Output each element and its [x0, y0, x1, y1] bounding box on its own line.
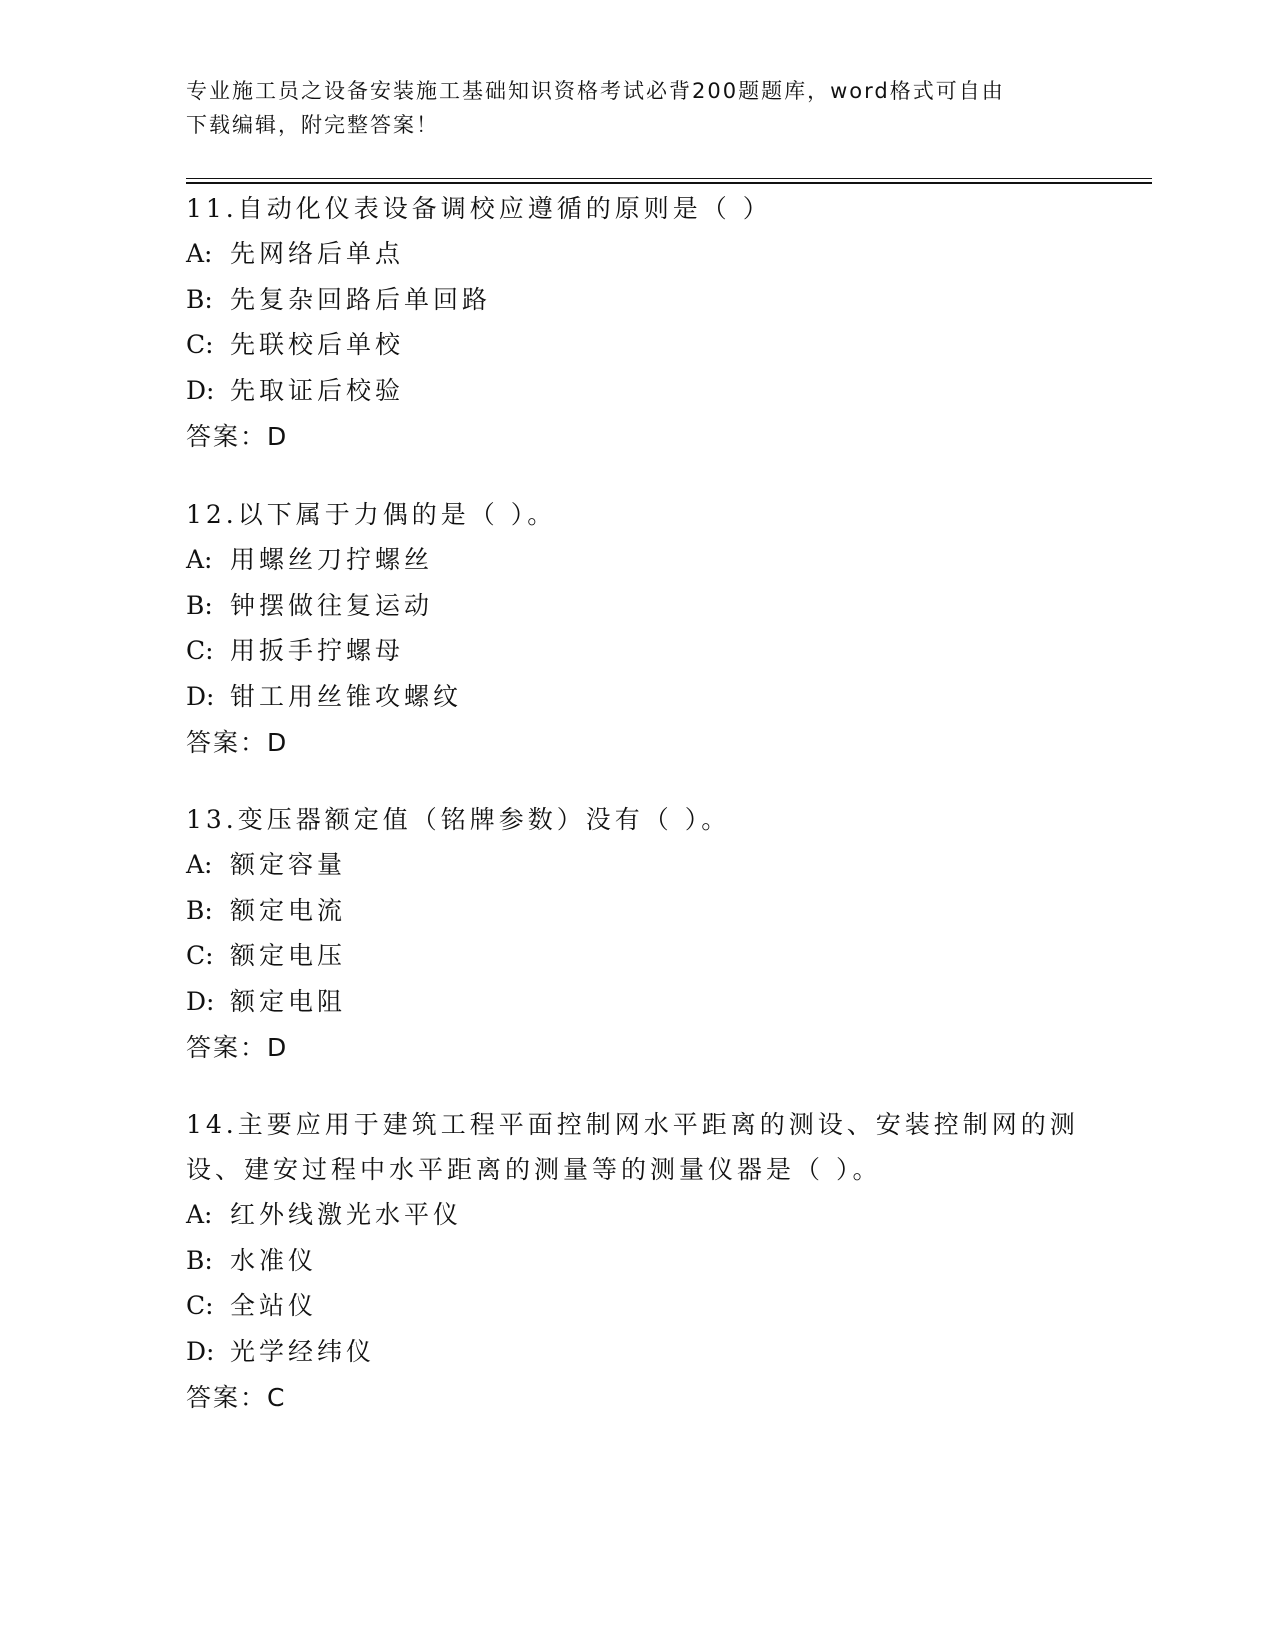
option-letter: B: — [186, 1245, 213, 1275]
option-text: 用螺丝刀拧螺丝 — [230, 545, 434, 574]
option-letter: C: — [186, 1291, 214, 1320]
option-text: 额定电阻 — [230, 986, 347, 1016]
question-stem: 13.变压器额定值（铭牌参数）没有（ ）。 — [186, 805, 731, 834]
option-letter: A: — [186, 545, 213, 574]
header-line-1: 专业施工员之设备安装施工基础知识资格考试必背200题题库，word格式可自由 — [186, 79, 1005, 103]
answer-line — [186, 719, 1086, 766]
option-text: 用扳手拧螺母 — [230, 636, 405, 665]
option-a — [186, 537, 1086, 583]
answer-label: 答案： — [186, 1033, 268, 1062]
option-d — [186, 979, 1086, 1025]
answer-label: 答案： — [186, 1383, 268, 1412]
option-text: 钳工用丝锥攻螺纹 — [230, 681, 463, 711]
answer-label: 答案： — [186, 728, 268, 757]
header-divider-thin — [186, 178, 1152, 179]
option-c — [186, 322, 1086, 368]
answer-label: 答案： — [186, 422, 268, 451]
question-12 — [186, 492, 1086, 766]
option-c — [186, 933, 1086, 979]
option-letter: A: — [186, 239, 213, 268]
option-letter: B: — [186, 590, 213, 620]
option-text: 全站仪 — [230, 1291, 318, 1320]
answer-value: D — [267, 1033, 288, 1062]
option-text: 额定电流 — [230, 895, 347, 925]
option-b — [186, 1238, 1086, 1284]
question-stem: 12.以下属于力偶的是（ ）。 — [186, 500, 557, 529]
option-text: 先复杂回路后单回路 — [230, 284, 492, 314]
option-text: 额定容量 — [230, 850, 347, 879]
header-line-2: 下载编辑，附完整答案！ — [186, 113, 439, 137]
option-c — [186, 1283, 1086, 1329]
answer-line — [186, 413, 1086, 460]
answer-line — [186, 1024, 1086, 1071]
option-d — [186, 1329, 1086, 1375]
document-header — [186, 74, 1066, 142]
option-letter: C: — [186, 941, 214, 970]
option-letter: D: — [186, 986, 215, 1016]
answer-value: C — [267, 1383, 286, 1412]
option-letter: A: — [186, 850, 213, 879]
question-stem: 11.自动化仪表设备调校应遵循的原则是（ ） — [186, 194, 772, 223]
option-letter: C: — [186, 330, 214, 359]
option-b — [186, 888, 1086, 934]
answer-value: D — [267, 422, 288, 451]
question-13 — [186, 797, 1086, 1071]
option-d — [186, 368, 1086, 414]
option-b — [186, 277, 1086, 323]
question-stem: 14.主要应用于建筑工程平面控制网水平距离的测设、安装控制网的测设、建安过程中水平距离的测量等的测量仪器是（ ）。 — [186, 1110, 1079, 1184]
option-c — [186, 628, 1086, 674]
question-14 — [186, 1102, 1086, 1421]
option-letter: D: — [186, 375, 215, 405]
option-text: 钟摆做往复运动 — [230, 590, 434, 620]
option-letter: D: — [186, 1336, 215, 1366]
option-letter: D: — [186, 681, 215, 711]
option-letter: B: — [186, 284, 213, 314]
option-text: 红外线激光水平仪 — [230, 1200, 463, 1229]
option-text: 光学经纬仪 — [230, 1336, 376, 1366]
option-a — [186, 842, 1086, 888]
option-letter: B: — [186, 895, 213, 925]
option-text: 先网络后单点 — [230, 239, 405, 268]
question-11 — [186, 186, 1086, 460]
option-text: 水准仪 — [230, 1245, 318, 1275]
header-divider-thick — [186, 182, 1152, 184]
option-b — [186, 583, 1086, 629]
answer-line — [186, 1374, 1086, 1421]
option-letter: C: — [186, 636, 214, 665]
option-d — [186, 674, 1086, 720]
option-text: 先取证后校验 — [230, 375, 405, 405]
option-text: 先联校后单校 — [230, 330, 405, 359]
option-a — [186, 231, 1086, 277]
option-a — [186, 1192, 1086, 1238]
option-letter: A: — [186, 1200, 213, 1229]
answer-value: D — [267, 728, 288, 757]
option-text: 额定电压 — [230, 941, 347, 970]
